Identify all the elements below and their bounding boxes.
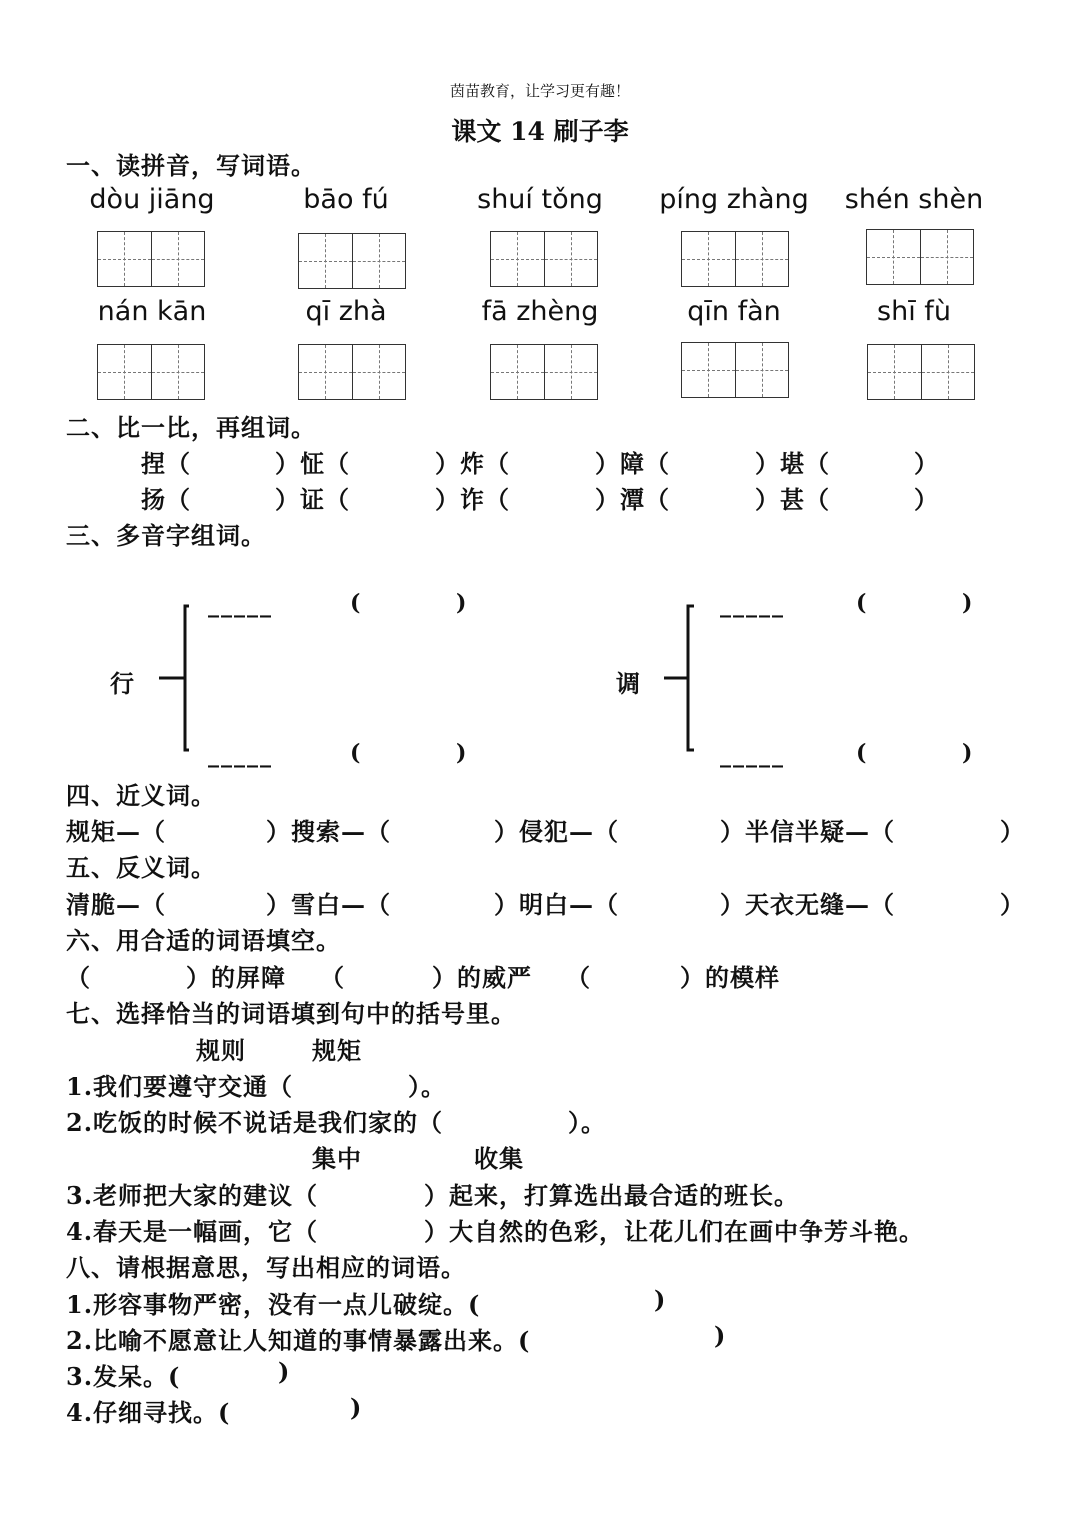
question-8-1-end: ) — [654, 1285, 667, 1314]
question-8-4: 4.仔细寻找。( — [66, 1398, 231, 1427]
blank-line[interactable]: _____ — [720, 592, 785, 618]
compare-11: ）甚（ — [755, 485, 830, 514]
question-8-3: 3.发呆。( — [66, 1362, 181, 1391]
fill-2: ）的威严 — [432, 963, 532, 992]
word-choice: 规则 — [196, 1036, 246, 1065]
synonym-5: ） — [1000, 817, 1025, 846]
compare-2: ）怔（ — [275, 449, 350, 478]
paren-close: ) — [456, 740, 467, 766]
section-3-heading: 三、多音字组词。 — [66, 521, 266, 550]
compare-7: 扬（ — [141, 485, 191, 514]
blank-line[interactable]: _____ — [208, 592, 273, 618]
question-8-3-end: ) — [278, 1357, 291, 1386]
char-grid[interactable] — [490, 231, 598, 287]
question-7-4-end: ）大自然的色彩，让花儿们在画中争芳斗艳。 — [424, 1217, 924, 1246]
blank-line[interactable]: _____ — [720, 742, 785, 768]
polyphone-right-char: 调 — [616, 669, 641, 698]
paren-open: ( — [856, 740, 867, 766]
antonym-1: 清脆—（ — [66, 890, 166, 919]
section-1-heading: 一、读拼音，写词语。 — [66, 151, 316, 180]
compare-6: ） — [914, 449, 939, 478]
compare-4: ）障（ — [595, 449, 670, 478]
word-choice: 收集 — [474, 1144, 524, 1173]
pinyin-4: píng zhàng — [659, 184, 809, 215]
synonym-2: ）搜索—（ — [266, 817, 391, 846]
char-grid[interactable] — [298, 233, 406, 289]
compare-5: ）堪（ — [755, 449, 830, 478]
char-grid[interactable] — [867, 344, 975, 400]
antonym-3: ）明白—（ — [494, 890, 619, 919]
question-7-3-end: ）起来，打算选出最合适的班长。 — [424, 1181, 799, 1210]
word-choice: 规矩 — [312, 1036, 362, 1065]
pinyin-10: shī fù — [877, 296, 951, 327]
question-8-1: 1.形容事物严密，没有一点儿破绽。( — [66, 1290, 481, 1319]
header-note: 茵苗教育，让学习更有趣！ — [449, 82, 630, 100]
char-grid[interactable] — [298, 344, 406, 400]
question-7-3: 3.老师把大家的建议（ — [66, 1181, 319, 1210]
question-7-1: 1.我们要遵守交通（ — [66, 1072, 294, 1101]
question-8-4-end: ) — [350, 1393, 363, 1422]
polyphone-left-char: 行 — [110, 669, 135, 698]
synonym-1: 规矩—（ — [66, 817, 166, 846]
compare-8: ）证（ — [275, 485, 350, 514]
brace-left — [155, 600, 195, 760]
fill-3: ）的模样 — [680, 963, 780, 992]
compare-9: ）诈（ — [435, 485, 510, 514]
compare-12: ） — [914, 485, 939, 514]
question-7-2-end: ）。 — [568, 1108, 606, 1137]
synonym-3: ）侵犯—（ — [494, 817, 619, 846]
pinyin-8: fā zhèng — [481, 296, 599, 327]
pinyin-9: qīn fàn — [687, 296, 781, 327]
paren-open: ( — [350, 590, 361, 616]
paren-close: ) — [962, 590, 973, 616]
section-8-heading: 八、请根据意思，写出相应的词语。 — [66, 1253, 466, 1282]
blank-line[interactable]: _____ — [208, 742, 273, 768]
question-7-4: 4.春天是一幅画，它（ — [66, 1217, 319, 1246]
antonym-4: ）天衣无缝—（ — [720, 890, 895, 919]
section-7-heading: 七、选择恰当的词语填到句中的括号里。 — [66, 999, 516, 1028]
section-5-heading: 五、反义词。 — [66, 853, 216, 882]
char-grid[interactable] — [681, 342, 789, 398]
synonym-4: ）半信半疑—（ — [720, 817, 895, 846]
char-grid[interactable] — [490, 344, 598, 400]
paren-close: ) — [962, 740, 973, 766]
section-6-heading: 六、用合适的词语填空。 — [66, 926, 341, 955]
char-grid[interactable] — [97, 231, 205, 287]
pinyin-3: shuí tǒng — [477, 184, 603, 215]
section-4-heading: 四、近义词。 — [66, 781, 216, 810]
question-8-2-end: ) — [714, 1321, 727, 1350]
question-8-2: 2.比喻不愿意让人知道的事情暴露出来。( — [66, 1326, 531, 1355]
pinyin-7: qī zhà — [305, 296, 387, 327]
word-choice: 集中 — [312, 1144, 362, 1173]
pinyin-6: nán kān — [97, 296, 207, 327]
antonym-5: ） — [1000, 890, 1025, 919]
fill-3-open: （ — [566, 963, 591, 992]
paren-open: ( — [856, 590, 867, 616]
char-grid[interactable] — [866, 229, 974, 285]
pinyin-2: bāo fú — [303, 184, 389, 215]
fill-1: ）的屏障 — [186, 963, 286, 992]
brace-right — [660, 600, 700, 760]
antonym-2: ）雪白—（ — [266, 890, 391, 919]
pinyin-1: dòu jiāng — [89, 184, 215, 215]
char-grid[interactable] — [97, 344, 205, 400]
fill-2-open: （ — [320, 963, 345, 992]
section-2-heading: 二、比一比，再组词。 — [66, 413, 316, 442]
compare-1: 捏（ — [141, 449, 191, 478]
question-7-2: 2.吃饭的时候不说话是我们家的（ — [66, 1108, 444, 1137]
compare-10: ）潭（ — [595, 485, 670, 514]
fill-1-open: （ — [66, 963, 91, 992]
compare-3: ）炸（ — [435, 449, 510, 478]
pinyin-5: shén shèn — [844, 184, 984, 215]
char-grid[interactable] — [681, 231, 789, 287]
paren-close: ) — [456, 590, 467, 616]
paren-open: ( — [350, 740, 361, 766]
page-title: 课文 14 刷子李 — [451, 117, 629, 146]
question-7-1-end: ）。 — [408, 1072, 446, 1101]
